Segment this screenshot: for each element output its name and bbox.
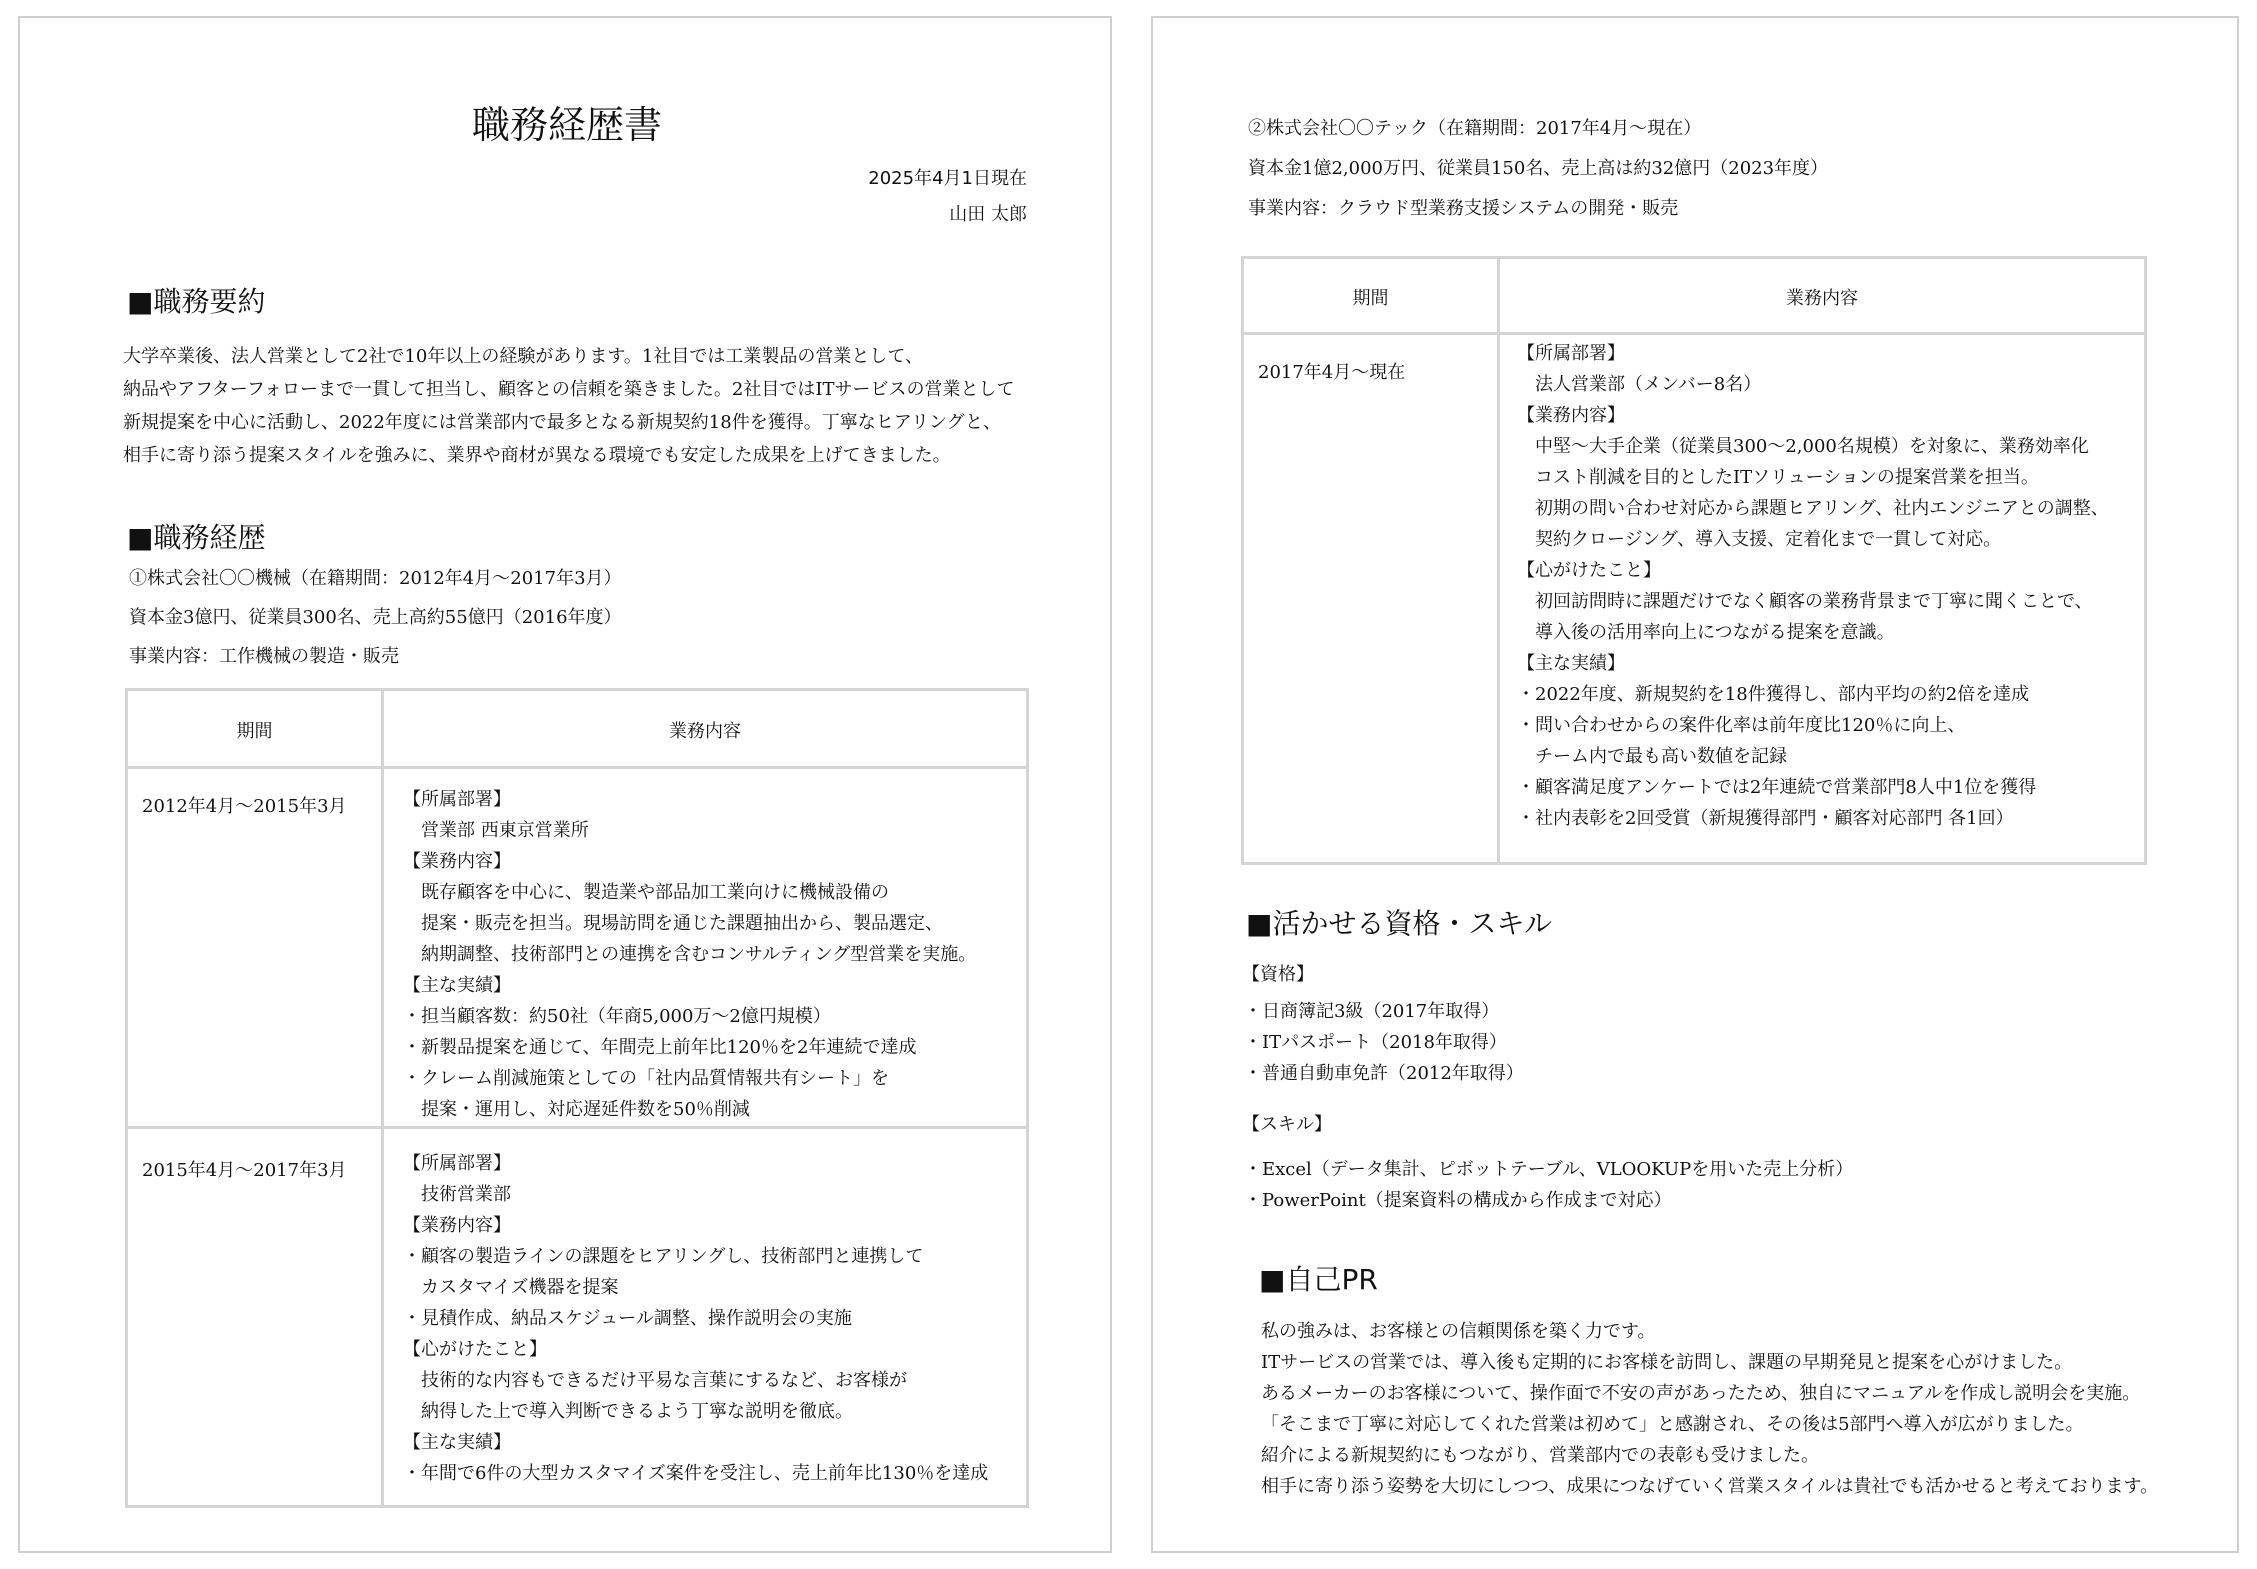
content-line: 初期の問い合わせ対応から課題ヒアリング、社内エンジニアとの調整、 <box>1517 498 2109 519</box>
content-line: ・見積作成、納品スケジュール調整、操作説明会の実施 <box>403 1308 852 1329</box>
content-line: ・年間で6件の大型カスタマイズ案件を受注し、売上前年比130％を達成 <box>403 1463 989 1484</box>
table2-row-period: 2017年4月〜現在 <box>1258 362 1406 383</box>
document-title: 職務経歴書 <box>472 103 663 147</box>
pr-line: 私の強みは、お客様との信頼関係を築く力です。 <box>1261 1321 1656 1342</box>
content-line: 【業務内容】 <box>403 1215 511 1236</box>
pr-line: 相手に寄り添う姿勢を大切にしつつ、成果につなげていく営業スタイルは貴社でも活かせると考えております。 <box>1261 1476 2159 1497</box>
skills-list <box>1244 1154 1853 1216</box>
content-line: 中堅〜大手企業（従業員300〜2,000名規模）を対象に、業務効率化 <box>1517 436 2089 457</box>
content-line: 営業部 西東京営業所 <box>403 820 589 841</box>
content-line: 技術的な内容もできるだけ平易な言葉にするなど、お客様が <box>403 1370 907 1391</box>
content-line: 【業務内容】 <box>1517 405 1625 426</box>
company2-capital: 資本金1億2,000万円、従業員150名、売上高は約32億円（2023年度） <box>1248 158 1829 179</box>
self-pr-heading: ■自己PR <box>1259 1263 1378 1296</box>
content-line: ・クレーム削減施策としての「社内品質情報共有シート」を <box>403 1068 889 1089</box>
pr-line: 紹介による新規契約にもつながり、営業部内での表彰も受けました。 <box>1261 1445 1819 1466</box>
content-line: 【所属部署】 <box>403 789 511 810</box>
page-right <box>1151 16 2239 1553</box>
qualification-item: ・ITパスポート（2018年取得） <box>1244 1032 1507 1053</box>
content-line: 納期調整、技術部門との連携を含むコンサルティング型営業を実施。 <box>403 944 977 965</box>
content-line: ・担当顧客数：約50社（年商5,000万〜2億円規模） <box>403 1006 831 1027</box>
company1-name: ①株式会社〇〇機械（在籍期間：2012年4月〜2017年3月） <box>129 568 622 589</box>
skills-heading: ■活かせる資格・スキル <box>1246 907 1553 940</box>
pr-line: あるメーカーのお客様について、操作面で不安の声があったため、独自にマニュアルを作成し説明会を実施。 <box>1261 1383 2141 1404</box>
summary-line: 大学卒業後、法人営業として2社で10年以上の経験があります。1社目では工業製品の営業として、 <box>123 346 924 367</box>
qualifications-list <box>1244 996 1524 1089</box>
summary-paragraph <box>123 340 1015 472</box>
content-line: 契約クロージング、導入支援、定着化まで一貫して対応。 <box>1517 529 2002 550</box>
content-line: ・顧客満足度アンケートでは2年連続で営業部門8人中1位を獲得 <box>1517 777 2037 798</box>
skill-item: ・Excel（データ集計、ピボットテーブル、VLOOKUPを用いた売上分析） <box>1244 1159 1854 1180</box>
self-pr-paragraph <box>1261 1316 2158 1502</box>
summary-line: 相手に寄り添う提案スタイルを強みに、業界や商材が異なる環境でも安定した成果を上げてきました。 <box>123 445 951 466</box>
content-line: ・2022年度、新規契約を18件獲得し、部内平均の約2倍を達成 <box>1517 684 2030 705</box>
content-line: 技術営業部 <box>403 1184 511 1205</box>
skill-item: ・PowerPoint（提案資料の構成から作成まで対応） <box>1244 1190 1672 1211</box>
table2-header-content: 業務内容 <box>1786 288 1858 309</box>
content-line: ・新製品提案を通じて、年間売上前年比120％を2年連続で達成 <box>403 1037 917 1058</box>
content-line: 提案・運用し、対応遅延件数を50％削減 <box>403 1099 750 1120</box>
table1-row2-period: 2015年4月〜2017年3月 <box>142 1160 347 1181</box>
content-line: 【主な実績】 <box>1517 653 1625 674</box>
document-date: 2025年4月1日現在 <box>868 168 1027 189</box>
pr-line: 「そこまで丁寧に対応してくれた営業は初めて」と感謝され、その後は5部門へ導入が広がりました。 <box>1261 1414 2084 1435</box>
content-line: 提案・販売を担当。現場訪問を通じた課題抽出から、製品選定、 <box>403 913 943 934</box>
content-line: 【所属部署】 <box>1517 343 1625 364</box>
page-left <box>18 16 1112 1553</box>
content-line: ・顧客の製造ラインの課題をヒアリングし、技術部門と連携して <box>403 1246 924 1267</box>
content-line: ・社内表彰を2回受賞（新規獲得部門・顧客対応部門 各1回） <box>1517 808 2014 829</box>
qualification-item: ・普通自動車免許（2012年取得） <box>1244 1063 1524 1084</box>
content-line: 納得した上で導入判断できるよう丁寧な説明を徹底。 <box>403 1401 853 1422</box>
content-line: 【心がけたこと】 <box>403 1339 547 1360</box>
content-line: チーム内で最も高い数値を記録 <box>1517 746 1787 767</box>
content-line: 【主な実績】 <box>403 975 511 996</box>
qualification-item: ・日商簿記3級（2017年取得） <box>1244 1001 1500 1022</box>
history-heading: ■職務経歴 <box>127 521 266 554</box>
company1-business: 事業内容：工作機械の製造・販売 <box>129 646 399 667</box>
content-line: 導入後の活用率向上につながる提案を意識。 <box>1517 622 1895 643</box>
table2-header-period: 期間 <box>1352 288 1389 309</box>
summary-line: 納品やアフターフォローまで一貫して担当し、顧客との信頼を築きました。2社目ではITサービスの営業として <box>123 379 1015 400</box>
summary-line: 新規提案を中心に活動し、2022年度には営業部内で最多となる新規契約18件を獲得。丁寧なヒアリングと、 <box>123 412 1001 433</box>
content-line: 【所属部署】 <box>403 1153 511 1174</box>
content-line: 既存顧客を中心に、製造業や部品加工業向けに機械設備の <box>403 882 889 903</box>
table1-row1-content <box>403 784 976 1125</box>
table1-row1-period: 2012年4月〜2015年3月 <box>142 796 347 817</box>
table1-header-period: 期間 <box>236 721 273 742</box>
content-line: コスト削減を目的としたITソリューションの提案営業を担当。 <box>1517 467 2039 488</box>
company1-capital: 資本金3億円、従業員300名、売上高約55億円（2016年度） <box>129 607 622 628</box>
skills-label: 【スキル】 <box>1242 1114 1332 1135</box>
content-line: 【心がけたこと】 <box>1517 560 1661 581</box>
content-line: 【主な実績】 <box>403 1432 511 1453</box>
table2-row-content <box>1517 338 2109 834</box>
pr-line: ITサービスの営業では、導入後も定期的にお客様を訪問し、課題の早期発見と提案を心がけました。 <box>1261 1352 2073 1373</box>
content-line: 法人営業部（メンバー8名） <box>1517 374 1762 395</box>
content-line: 【業務内容】 <box>403 851 511 872</box>
qualifications-label: 【資格】 <box>1242 964 1314 985</box>
content-line: カスタマイズ機器を提案 <box>403 1277 619 1298</box>
table1-header-content: 業務内容 <box>669 721 741 742</box>
company2-business: 事業内容：クラウド型業務支援システムの開発・販売 <box>1248 198 1679 219</box>
summary-heading: ■職務要約 <box>127 285 266 318</box>
author-name: 山田 太郎 <box>949 204 1027 225</box>
content-line: 初回訪問時に課題だけでなく顧客の業務背景まで丁寧に聞くことで、 <box>1517 591 2093 612</box>
table1-row2-content <box>403 1148 988 1489</box>
content-line: ・問い合わせからの案件化率は前年度比120％に向上、 <box>1517 715 1966 736</box>
company2-name: ②株式会社〇〇テック（在籍期間：2017年4月〜現在） <box>1248 118 1702 139</box>
